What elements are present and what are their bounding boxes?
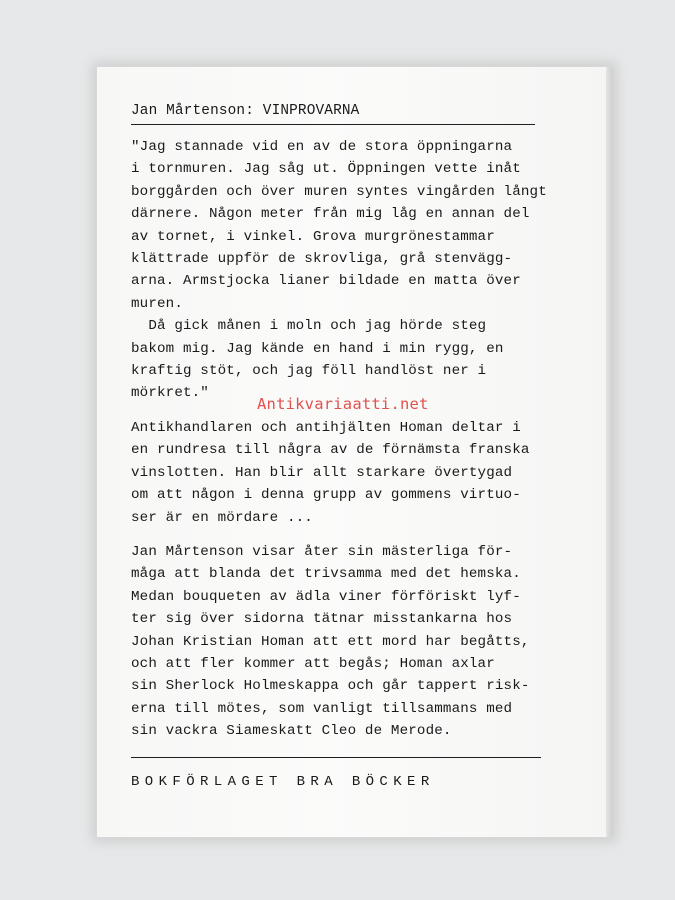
text-line: muren. [131, 295, 183, 312]
text-line: ter sig över sidorna tätnar misstankarna hos [131, 611, 513, 628]
cover-text-block [131, 101, 571, 793]
summary-paragraph [131, 417, 571, 529]
text-line: av tornet, i vinkel. Grova murgrönestammar [131, 228, 495, 245]
text-line: erna till mötes, som vanligt tillsammans med [131, 700, 513, 717]
text-line: måga att blanda det trivsamma med det hemska. [131, 566, 521, 583]
text-line: borggården och över muren syntes vingården långt [131, 183, 547, 200]
text-line: om att någon i denna grupp av gommens virtuo- [131, 487, 521, 504]
text-line: Medan bouqueten av ädla viner förföriskt lyf- [131, 588, 521, 605]
footer-rule [131, 757, 541, 758]
text-line: sin Sherlock Holmeskappa och går tappert risk- [131, 678, 530, 695]
text-line: Antikhandlaren och antihjälten Homan deltar i [131, 419, 521, 436]
text-line: "Jag stannade vid en av de stora öppningarna [131, 139, 513, 155]
text-line: Då gick månen i moln och jag hörde steg [131, 318, 487, 335]
text-line: Johan Kristian Homan att ett mord har begåtts, [131, 633, 530, 650]
text-line: i tornmuren. Jag såg ut. Öppningen vette inåt [131, 161, 521, 178]
blurb-paragraph [131, 541, 571, 743]
text-line: vinslotten. Han blir allt starkare övertygad [131, 464, 513, 481]
text-line: ser är en mördare ... [131, 509, 313, 526]
text-line: sin vackra Siameskatt Cleo de Merode. [131, 723, 452, 740]
text-line: Jan Mårtenson visar åter sin mästerliga för- [131, 543, 513, 560]
header-rule [131, 124, 535, 125]
author-title-header: Jan Mårtenson: VINPROVARNA [131, 103, 360, 119]
text-line: mörkret." [131, 385, 209, 402]
quote-paragraph-1 [131, 136, 571, 315]
text-line: en rundresa till några av de förnämsta franska [131, 442, 530, 459]
text-line: och att fler kommer att begås; Homan axlar [131, 655, 495, 672]
text-line: bakom mig. Jag kände en hand i min rygg, en [131, 340, 504, 357]
spacer [131, 529, 571, 541]
watermark-text: Antikvariaatti.net [257, 395, 429, 413]
text-line: kraftig stöt, och jag föll handlöst ner i [131, 363, 487, 380]
text-line: klättrade uppför de skrovliga, grå stenvägg- [131, 251, 513, 268]
publisher-name: BOKFÖRLAGET BRA BÖCKER [131, 773, 435, 790]
text-line: arna. Armstjocka lianer bildade en matta över [131, 273, 521, 290]
book-edge [606, 67, 613, 837]
quote-paragraph-2 [131, 315, 571, 405]
book-back-cover [96, 66, 612, 838]
text-line: därnere. Någon meter från mig låg en annan del [131, 206, 530, 223]
